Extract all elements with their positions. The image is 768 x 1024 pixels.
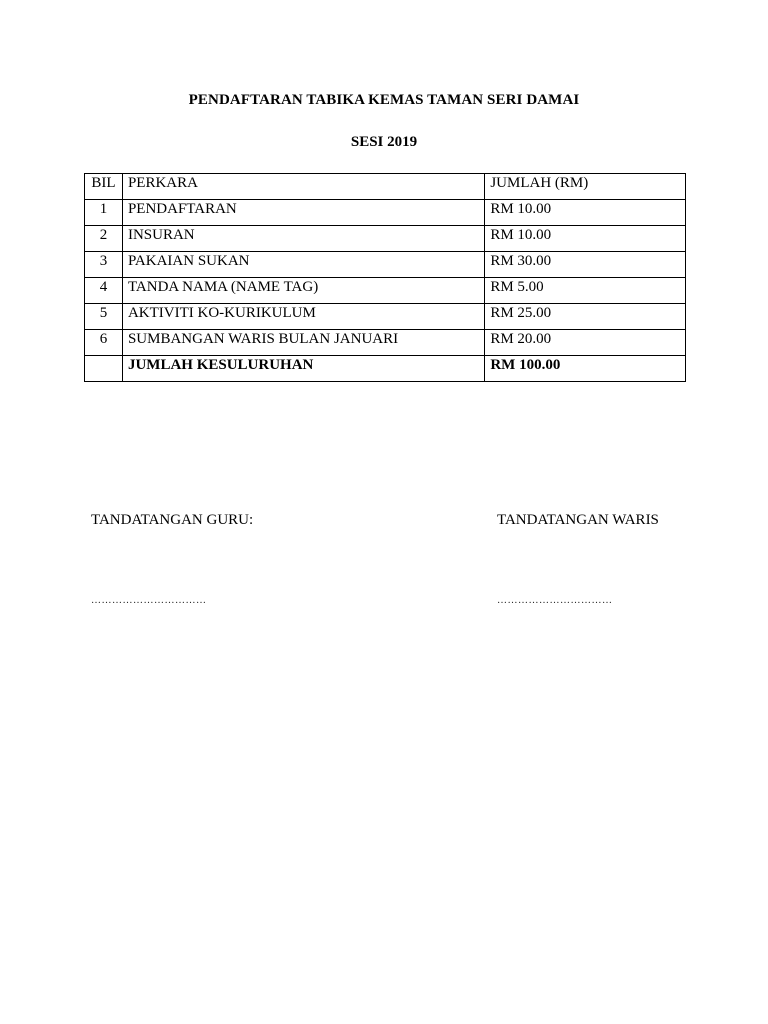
guardian-signature-label: TANDATANGAN WARIS bbox=[497, 512, 659, 528]
row-jumlah: RM 10.00 bbox=[485, 200, 686, 226]
document-title: PENDAFTARAN TABIKA KEMAS TAMAN SERI DAMAI bbox=[188, 92, 580, 108]
header-jumlah: JUMLAH (RM) bbox=[485, 174, 686, 200]
row-jumlah: RM 30.00 bbox=[485, 252, 686, 278]
row-bil: 1 bbox=[85, 200, 123, 226]
fee-table bbox=[84, 173, 686, 382]
row-jumlah: RM 20.00 bbox=[485, 330, 686, 356]
row-jumlah: RM 25.00 bbox=[485, 304, 686, 330]
total-label: JUMLAH KESULURUHAN bbox=[122, 356, 484, 382]
row-perkara: INSURAN bbox=[122, 226, 484, 252]
header-bil: BIL bbox=[85, 174, 123, 200]
header-perkara: PERKARA bbox=[122, 174, 484, 200]
row-bil: 5 bbox=[85, 304, 123, 330]
teacher-signature-label: TANDATANGAN GURU: bbox=[91, 512, 254, 528]
row-jumlah: RM 10.00 bbox=[485, 226, 686, 252]
guardian-signature-line: …………………………… bbox=[497, 595, 613, 606]
table-row bbox=[85, 330, 686, 356]
row-perkara: PAKAIAN SUKAN bbox=[122, 252, 484, 278]
row-jumlah: RM 5.00 bbox=[485, 278, 686, 304]
row-bil: 2 bbox=[85, 226, 123, 252]
row-perkara: PENDAFTARAN bbox=[122, 200, 484, 226]
table-row bbox=[85, 278, 686, 304]
row-perkara: AKTIVITI KO-KURIKULUM bbox=[122, 304, 484, 330]
total-row bbox=[85, 356, 686, 382]
table-header-row bbox=[85, 174, 686, 200]
row-bil: 3 bbox=[85, 252, 123, 278]
total-bil bbox=[85, 356, 123, 382]
row-perkara: TANDA NAMA (NAME TAG) bbox=[122, 278, 484, 304]
row-perkara: SUMBANGAN WARIS BULAN JANUARI bbox=[122, 330, 484, 356]
table-row bbox=[85, 226, 686, 252]
table-row bbox=[85, 304, 686, 330]
row-bil: 6 bbox=[85, 330, 123, 356]
table-row bbox=[85, 252, 686, 278]
row-bil: 4 bbox=[85, 278, 123, 304]
teacher-signature-line: …………………………… bbox=[91, 595, 207, 606]
total-amount: RM 100.00 bbox=[485, 356, 686, 382]
table-row bbox=[85, 200, 686, 226]
session-label: SESI 2019 bbox=[350, 134, 418, 150]
